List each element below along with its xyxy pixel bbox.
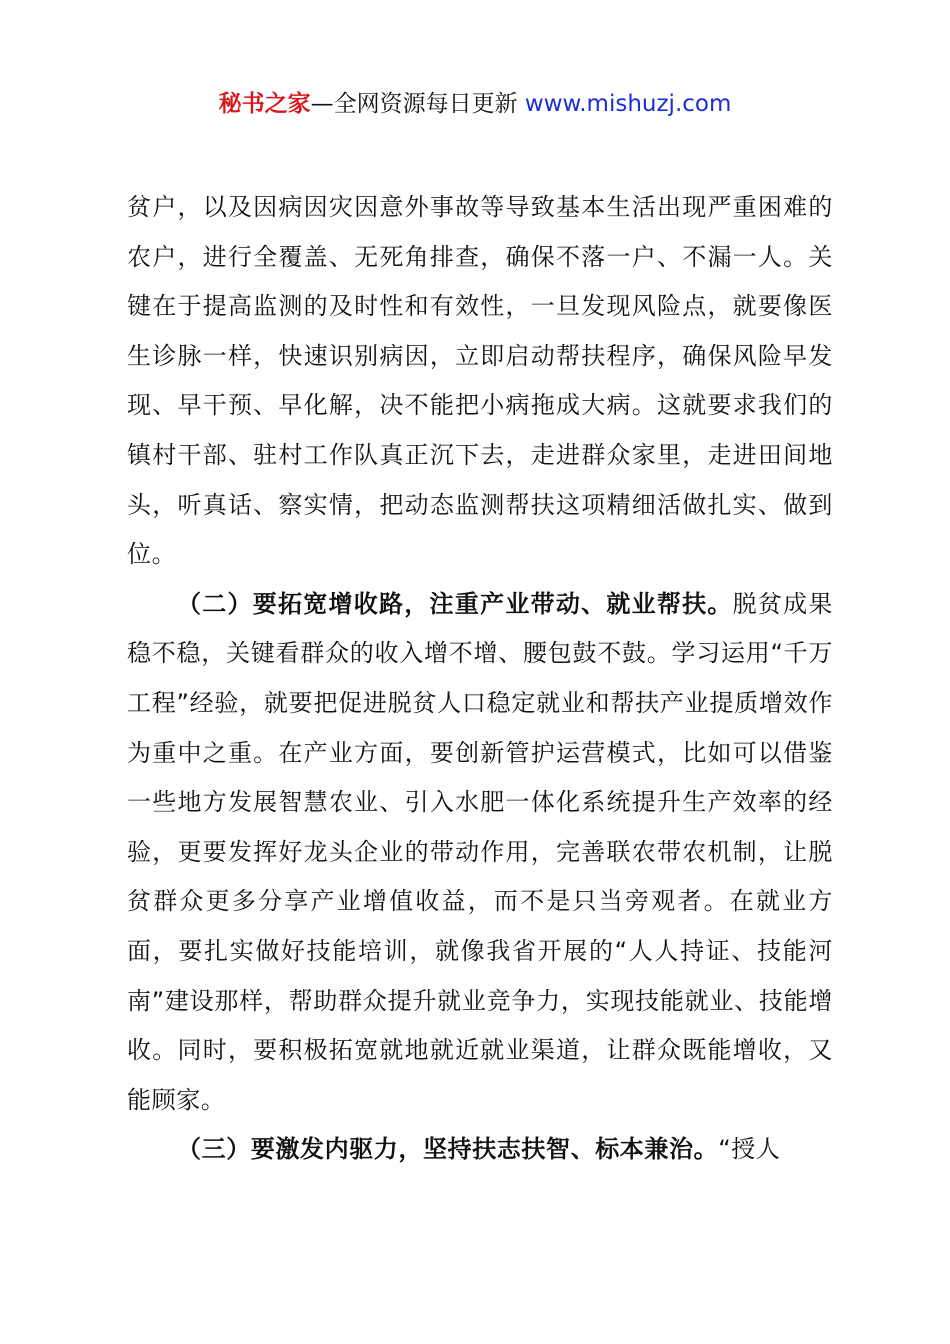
paragraph-3 (127, 1125, 833, 1175)
site-url-link[interactable]: www.mishuzj.com (524, 91, 732, 117)
document-body (127, 183, 833, 1175)
paragraph-2 (127, 580, 833, 1126)
page-header (0, 88, 950, 120)
site-brand: 秘书之家 (218, 91, 311, 117)
section-3-heading: （三）要激发内驱力，坚持扶志扶智、标本兼治。 (177, 1135, 719, 1164)
site-tagline: —全网资源每日更新 (310, 91, 525, 117)
paragraph-1 (127, 183, 833, 580)
section-2-heading: （二）要拓宽增收路，注重产业带动、就业帮扶。 (177, 589, 733, 618)
paragraph-1-text: 贫户，以及因病因灾因意外事故等导致基本生活出现严重困难的农户，进行全覆盖、无死角排查，确保不落一户、不漏一人。关键在于提高监测的及时性和有效性，一旦发现风险点，就要像医生诊脉一样，快速识别病因，立即启动帮扶程序，确保风险早发现、早干预、早化解，决不能把小病拖成大病。这就要求我们的镇村干部、驻村工作队真正沉下去，走进群众家里，走进田间地头，听真话、察实情，把动态监测帮扶这项精细活做扎实、做到位。 (127, 193, 833, 569)
paragraph-3-text: “授人 (718, 1135, 781, 1164)
paragraph-2-text: 脱贫成果稳不稳，关键看群众的收入增不增、腰包鼓不鼓。学习运用“千万工程”经验，就要把促进脱贫人口稳定就业和帮扶产业提质增效作为重中之重。在产业方面，要创新管护运营模式，比如可以借鉴一些地方发展智慧农业、引入水肥一体化系统提升生产效率的经验，更要发挥好龙头企业的带动作用，完善联农带农机制，让脱贫群众更多分享产业增值收益，而不是只当旁观者。在就业方面，要扎实做好技能培训，就像我省开展的“人人持证、技能河南”建设那样，帮助群众提升就业竞争力，实现技能就业、技能增收。同时，要积极拓宽就地就近就业渠道，让群众既能增收，又能顾家。 (127, 589, 833, 1114)
